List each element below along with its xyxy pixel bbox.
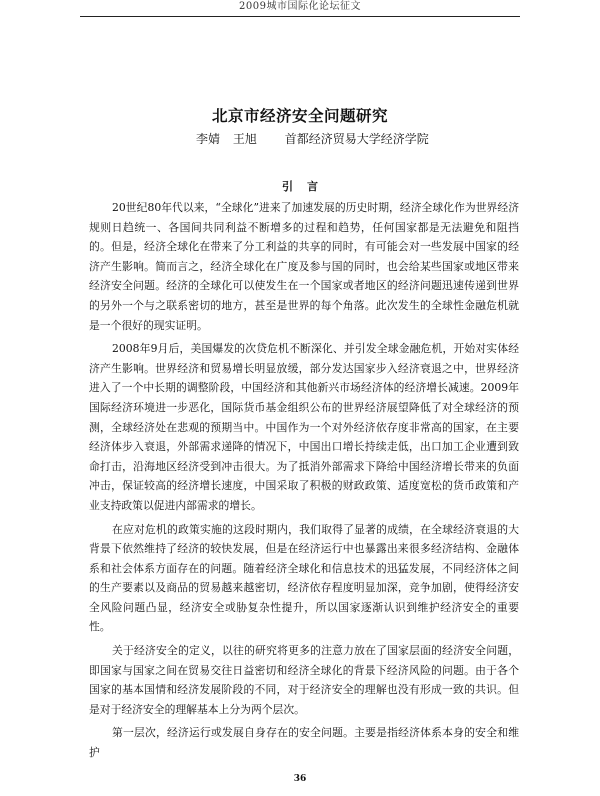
body-paragraph: 20世纪80年代以来，“全球化”进来了加速发展的历史时期，经济全球化作为世界经济规则日趋统一、各国间共同利益不断增多的过程和趋势，任何国家都是无法避免和阻挡的。但是，经济全球化在带来了分工利益的共享的同时，有可能会对一些发展中国家的经济产生影响。简而言之，经济全球化在广度及参与国的同时，也会给某些国家或地区带来经济安全问题。经济的全球化可以使发生在一个国家或者地区的经济问题迅速传递到世界的另外一个与之联系密切的地方，甚至是世界的每个角落。此次发生的全球性金融危机就是一个很好的现实证明。 <box>89 201 519 332</box>
author-line <box>196 130 429 147</box>
article-title: 北京市经济安全问题研究 <box>211 107 388 125</box>
body-paragraph: 关于经济安全的定义，以往的研究将更多的注意力放在了国家层面的经济安全问题，即国家与国家之间在贸易交往日益密切和经济全球化的背景下经济风险的问题。由于各个国家的基本国情和经济发展阶段的不同，对于经济安全的理解也没有形成一致的共识。但是对于经济安全的理解基本上分为两个层次。 <box>89 644 519 716</box>
author-name: 李婧 <box>196 132 221 146</box>
body-paragraph: 第一层次，经济运行或发展自身存在的安全问题。主要是指经济体系本身的安全和维护 <box>89 726 519 760</box>
body-paragraph: 在应对危机的政策实施的这段时期内，我们取得了显著的成绩，在全球经济衰退的大背景下依然维持了经济的较快发展，但是在经济运行中也暴露出来很多经济结构、金融体系和社会体系方面存在的问题。随着经济全球化和信息技术的迅猛发展，不同经济体之间的生产要素以及商品的贸易越来越密切，经济依存程度明显加深，竞争加剧，使得经济安全风险问题凸显，经济安全或胁复杂性提升，所以国家逐渐认识到维护经济安全的重要性。 <box>89 522 519 634</box>
author-affiliation: 首都经济贸易大学经济学院 <box>284 132 429 146</box>
article-body <box>89 198 519 767</box>
body-paragraph: 2008年9月后，美国爆发的次贷危机不断深化、并引发全球金融危机，开始对实体经济产生影响。世界经济和贸易增长明显放缓，部分发达国家步入经济衰退之中，世界经济进入了一个中长期的调整阶段，中国经济和其他新兴市场经济体的经济增长减速。2009年国际经济环境进一步恶化，国际货币基金组织公布的世界经济展望降低了对全球经济的预测，全球经济处在悲观的预期当中。中国作为一个对外经济依存度非常高的国家，在主要经济体步入衰退，外部需求递降的情况下，中国出口增长持续走低，出口加工企业遭到致命打击，沿海地区经济受到冲击很大。为了抵消外部需求下降给中国经济增长带来的负面冲击，保证较高的经济增长速度，中国采取了积极的财政政策、适度宽松的货币政策和产业支持政策以促进内部需求的增长。 <box>89 342 519 512</box>
page-number: 36 <box>293 774 307 784</box>
author-name: 王旭 <box>232 132 257 146</box>
running-header: 2009城市国际化论坛征文 <box>80 0 520 17</box>
section-heading: 引言 <box>282 180 332 193</box>
